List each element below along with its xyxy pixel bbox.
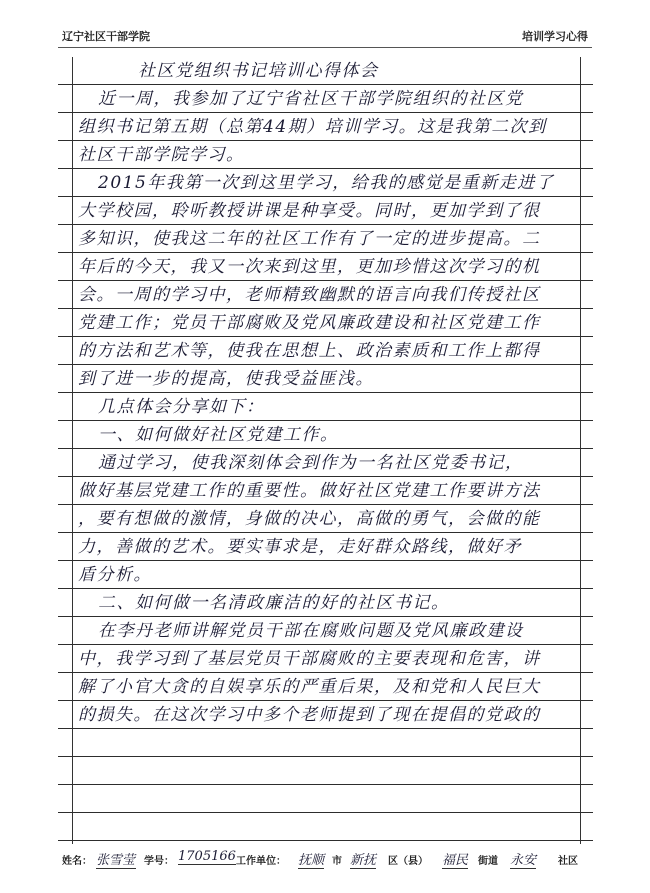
handwritten-line-text: 2015年我第一次到这里学习，给我的感觉是重新走进了 <box>98 173 555 193</box>
handwritten-line-text: 一、如何做好社区党建工作。 <box>98 425 339 445</box>
street-value: 福民 <box>442 849 468 869</box>
ruled-line <box>58 421 593 449</box>
handwritten-line-text: 多知识，使我这二年的社区工作有了一定的进步提高。二 <box>78 229 541 249</box>
header-divider <box>58 47 592 48</box>
ruled-line <box>58 561 593 589</box>
district-label: 区（县） <box>388 856 428 867</box>
school-name: 辽宁社区干部学院 <box>62 30 150 43</box>
ruled-line-empty <box>58 757 593 785</box>
ruled-line-empty <box>58 729 593 757</box>
ruled-writing-area <box>58 57 593 844</box>
handwritten-line-text: ，要有想做的激情，身做的决心，高做的勇气，会做的能 <box>78 509 541 529</box>
handwritten-line-text: 近一周，我参加了辽宁省社区干部学院组织的社区党 <box>98 89 524 109</box>
handwritten-line-text: 的损失。在这次学习中多个老师提到了现在提倡的党政的 <box>78 705 541 725</box>
name-label: 姓名： <box>62 856 92 867</box>
document-type: 培训学习心得 <box>522 30 588 43</box>
name-value: 张雪莹 <box>96 849 136 869</box>
community-value: 永安 <box>510 849 536 869</box>
handwritten-line-text: 在李丹老师讲解党员干部在腐败问题及党风廉政建设 <box>98 621 524 641</box>
street-label: 街道 <box>478 856 498 867</box>
handwritten-line-text: 盾分析。 <box>78 565 152 585</box>
ruled-line <box>58 617 593 645</box>
ruled-line <box>58 85 593 113</box>
page-header <box>62 28 588 48</box>
city-value: 抚顺 <box>298 849 324 869</box>
ruled-line <box>58 393 593 421</box>
handwritten-line-text: 几点体会分享如下： <box>98 397 265 417</box>
work-unit-label: 工作单位： <box>236 856 286 867</box>
ruled-line <box>58 477 593 505</box>
ruled-line <box>58 113 593 141</box>
ruled-line-empty <box>58 785 593 813</box>
ruled-line <box>58 533 593 561</box>
document-title: 社区党组织书记培训心得体会 <box>138 61 379 81</box>
student-id-value: 1705166 <box>178 849 236 864</box>
ruled-line <box>58 645 593 673</box>
handwritten-line-text: 会。一周的学习中，老师精致幽默的语言向我们传授社区 <box>78 285 541 305</box>
ruled-line-empty <box>58 813 593 841</box>
ruled-line <box>58 225 593 253</box>
ruled-line <box>58 309 593 337</box>
handwritten-line-text: 中，我学习到了基层党员干部腐败的主要表现和危害，讲 <box>78 649 541 669</box>
ruled-line <box>58 281 593 309</box>
community-label: 社区 <box>558 856 578 867</box>
handwritten-line-text: 力，善做的艺术。要实事求是，走好群众路线，做好矛 <box>78 537 522 557</box>
page-footer <box>62 848 590 870</box>
handwritten-line-text: 到了进一步的提高，使我受益匪浅。 <box>78 369 374 389</box>
handwritten-line-text: 二、如何做一名清政廉洁的好的社区书记。 <box>98 593 450 613</box>
ruled-line <box>58 141 593 169</box>
ruled-line <box>58 449 593 477</box>
handwritten-line-text: 年后的今天，我又一次来到这里，更加珍惜这次学习的机 <box>78 257 541 277</box>
ruled-line <box>58 169 593 197</box>
ruled-line <box>58 197 593 225</box>
city-label: 市 <box>332 856 342 867</box>
ruled-line <box>58 253 593 281</box>
ruled-line <box>58 365 593 393</box>
handwritten-line-text: 通过学习，使我深刻体会到作为一名社区党委书记， <box>98 453 524 473</box>
ruled-lines <box>58 57 593 841</box>
ruled-line <box>58 505 593 533</box>
handwritten-line-text: 解了小官大贪的自娱享乐的严重后果，及和党和人民巨大 <box>78 677 541 697</box>
handwritten-line-text: 党建工作；党员干部腐败及党风廉政建设和社区党建工作 <box>78 313 541 333</box>
district-value: 新抚 <box>350 849 376 869</box>
ruled-line <box>58 337 593 365</box>
handwritten-line-text: 组织书记第五期（总第44期）培训学习。这是我第二次到 <box>78 117 547 137</box>
handwritten-line-text: 社区干部学院学习。 <box>78 145 245 165</box>
ruled-line <box>58 589 593 617</box>
handwritten-line-text: 的方法和艺术等，使我在思想上、政治素质和工作上都得 <box>78 341 541 361</box>
ruled-line <box>58 57 593 85</box>
handwritten-line-text: 大学校园，聆听教授讲课是种享受。同时，更加学到了很 <box>78 201 541 221</box>
handwritten-line-text: 做好基层党建工作的重要性。做好社区党建工作要讲方法 <box>78 481 541 501</box>
student-id-label: 学号： <box>144 856 174 867</box>
ruled-line <box>58 673 593 701</box>
ruled-line <box>58 701 593 729</box>
